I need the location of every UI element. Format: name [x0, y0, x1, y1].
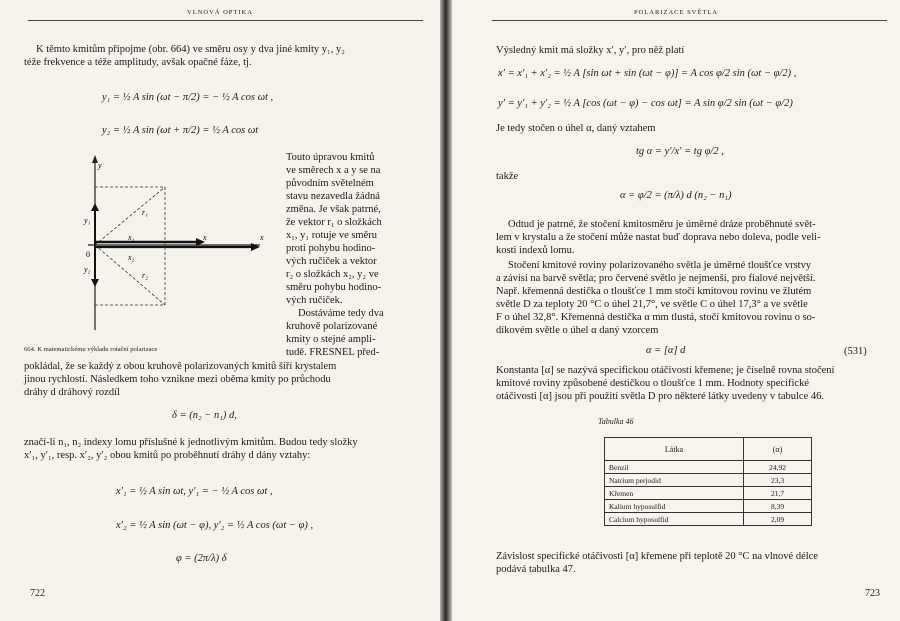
para4-line-1: Závislost specifické otáčivosti [α] křemene při teplotě 20 °C na vlnové délce — [496, 551, 818, 562]
label-x-axis: x — [260, 233, 264, 242]
equation-xy1-prime: x′₁ = ½ A sin ωt, y′₁ = − ½ A cos ωt , — [116, 486, 273, 497]
side-line-7: x₁, y₁ rotuje ve směru — [286, 230, 378, 241]
side-line-1: Touto úpravou kmitů — [286, 152, 375, 163]
para2-line-6: díkovém světle o úhel α daný vzorcem — [496, 325, 659, 336]
vector-x-long-arrowhead — [251, 243, 260, 251]
equation-531-number: (531) — [844, 346, 867, 357]
table-46 — [604, 437, 812, 526]
table-cell-value: 23,3 — [744, 474, 812, 487]
side-line-16: tudě. FRESNEL před- — [286, 347, 380, 358]
side-line-15: kmity o stejné ampli- — [286, 334, 376, 345]
vector-y2-arrowhead — [91, 279, 99, 287]
equation-delta: δ = (n₂ − n₁) d, — [172, 410, 237, 421]
table-header-latka: Látka — [605, 438, 744, 461]
para1-line-1: Odtud je patrné, že stočení kmitosměru je úměrné dráze proběhnuté svět- — [508, 219, 816, 230]
para3-line-3: otáčivosti [α] jsou při použití světla D pro některé látky uvedeny v tabulce 46. — [496, 391, 824, 402]
table-cell-substance: Kalium hyposulfid — [605, 500, 744, 513]
label-x: x — [203, 233, 207, 242]
label-x2: x₂ — [128, 253, 135, 262]
label-r2: r₂ — [142, 271, 148, 280]
para2-line-1: Stočení kmitové roviny polarizovaného světla je úměrné tloušťce vrstvy — [508, 260, 812, 271]
para3-line-2: kmitové roviny způsobené destičkou o tloušťce 1 mm. Hodnoty specifické — [496, 378, 810, 389]
table-cell-value: 24,92 — [744, 461, 812, 474]
side-line-3: původním světelném — [286, 178, 374, 189]
side-line-14: kruhově polarizované — [286, 321, 378, 332]
equation-y-prime: y′ = y′₁ + y′₂ = ½ A [cos (ωt − φ) − cos ωt] = A sin φ/2 sin (ωt − φ/2) — [498, 98, 793, 109]
label-r1: r₁ — [142, 208, 148, 217]
side-line-11: směru pohybu hodino- — [286, 282, 382, 293]
label-y2: y₂ — [84, 265, 91, 274]
figure-caption: 664. K matematickému výkladu rotační polarizace — [24, 346, 158, 353]
table-cell-value: 21,7 — [744, 487, 812, 500]
equation-xy2-prime: x′₂ = ½ A sin (ωt − φ), y′₂ = ½ A cos (ωt − φ) , — [116, 520, 314, 531]
left-page-number: 722 — [30, 588, 45, 599]
para2-line-2: a závisí na barvě světla; pro červené světlo je nejmenší, pro fialové největší. — [496, 273, 816, 284]
label-y1: y₁ — [84, 216, 91, 225]
table-row — [605, 487, 812, 500]
right-line-3: takže — [496, 171, 519, 182]
left-header-rule — [28, 20, 423, 21]
table-row — [605, 474, 812, 487]
equation-531: α = [α] d — [646, 345, 686, 356]
left-line-2: téže frekvence a téže amplitudy, avšak opačné fáze, tj. — [24, 57, 252, 68]
table-cell-substance: Natrium perjodid — [605, 474, 744, 487]
right-running-header: POLARIZACE SVĚTLA — [634, 9, 718, 16]
label-x1: x₁ — [128, 233, 135, 242]
label-origin: 0 — [86, 250, 90, 259]
para3-line-1: Konstanta [α] se nazývá specifickou otáčivostí křemene; je číselně rovna stočení — [496, 365, 835, 376]
table-row — [605, 461, 812, 474]
book-gutter — [440, 0, 452, 621]
left-line-5: dráhy d dráhový rozdíl — [24, 387, 120, 398]
left-line-7: x′₁, y′₁, resp. x′₂, y′₂ obou kmitů po proběhnutí dráhy d dány vztahy: — [24, 450, 311, 461]
side-line-5: změna. Je však patrné, — [286, 204, 381, 215]
left-running-header: VLNOVÁ OPTIKA — [187, 9, 253, 16]
table-cell-value: 8,39 — [744, 500, 812, 513]
right-page-number: 723 — [865, 588, 880, 599]
para2-line-5: F o úhel 32,8°. Křemenná destička α mm tlustá, stočí kmitovou rovinu o so- — [496, 312, 816, 323]
para1-line-2: lem v krystalu a že stočení může nastat buď doprava nebo doleva, podle veli- — [496, 232, 821, 243]
right-page — [452, 0, 900, 621]
right-line-1: Výsledný kmit má složky x′, y′, pro něž platí — [496, 45, 685, 56]
equation-y1: y₁ = ½ A sin (ωt − π/2) = − ½ A cos ωt , — [102, 92, 274, 103]
side-line-2: ve směrech x a y se na — [286, 165, 381, 176]
side-line-10: r₂ o složkách x₂, y₂ ve — [286, 269, 379, 280]
table-cell-substance: Calcium hyposulfid — [605, 513, 744, 526]
side-line-6: že vektor r₁ o složkách — [286, 217, 382, 228]
equation-tg-alpha: tg α = y′/x′ = tg φ/2 , — [636, 146, 724, 157]
table-header-alpha: (α) — [744, 438, 812, 461]
table-row — [605, 500, 812, 513]
side-line-12: vých ručiček. — [286, 295, 343, 306]
table-caption: Tabulka 46 — [598, 417, 634, 426]
side-line-9: vých ručiček a vektor — [286, 256, 377, 267]
side-line-13: Dostáváme tedy dva — [298, 308, 384, 319]
para1-line-3: kosti indexů lomu. — [496, 245, 575, 256]
equation-alpha: α = φ/2 = (π/λ) d (n₂ − n₁) — [620, 190, 732, 201]
table-cell-substance: Křemen — [605, 487, 744, 500]
table-row — [605, 513, 812, 526]
para4-line-2: podává tabulka 47. — [496, 564, 576, 575]
figure-664 — [70, 150, 270, 335]
equation-x-prime: x′ = x′₁ + x′₂ = ½ A [sin ωt + sin (ωt − φ)] = A cos φ/2 sin (ωt − φ/2) , — [498, 68, 797, 79]
side-line-4: stavu nezavedla žádná — [286, 191, 380, 202]
left-line-1: K těmto kmitům připojme (obr. 664) ve směru osy y dva jiné kmity y₁, y₂ — [36, 44, 345, 55]
para2-line-4: světle D za teploty 20 °C o úhel 21,7°, ve světle C o úhel 17,3° a ve světle — [496, 299, 808, 310]
right-line-2: Je tedy stočen o úhel α, daný vztahem — [496, 123, 656, 134]
table-cell-value: 2,09 — [744, 513, 812, 526]
left-line-4: jinou rychlostí. Následkem toho vznikne mezi oběma kmity po průchodu — [24, 374, 331, 385]
table-header-row — [605, 438, 812, 461]
table-cell-substance: Benzil — [605, 461, 744, 474]
left-page — [0, 0, 440, 621]
para2-line-3: Např. křemenná destička o tloušťce 1 mm stočí kmitovou rovinu ve žlutém — [496, 286, 812, 297]
label-y: y — [98, 161, 102, 170]
vector-y1-arrowhead — [91, 203, 99, 211]
equation-phi: φ = (2π/λ) δ — [176, 553, 227, 564]
side-line-8: proti pohybu hodino- — [286, 243, 376, 254]
right-header-rule — [492, 20, 887, 21]
left-line-6: značí-li n₁, n₂ indexy lomu příslušné k jednotlivým kmitům. Budou tedy složky — [24, 437, 358, 448]
left-line-3: pokládal, že se každý z obou kruhově polarizovaných kmitů šíří krystalem — [24, 361, 337, 372]
equation-y2: y₂ = ½ A sin (ωt + π/2) = ½ A cos ωt — [102, 125, 259, 136]
